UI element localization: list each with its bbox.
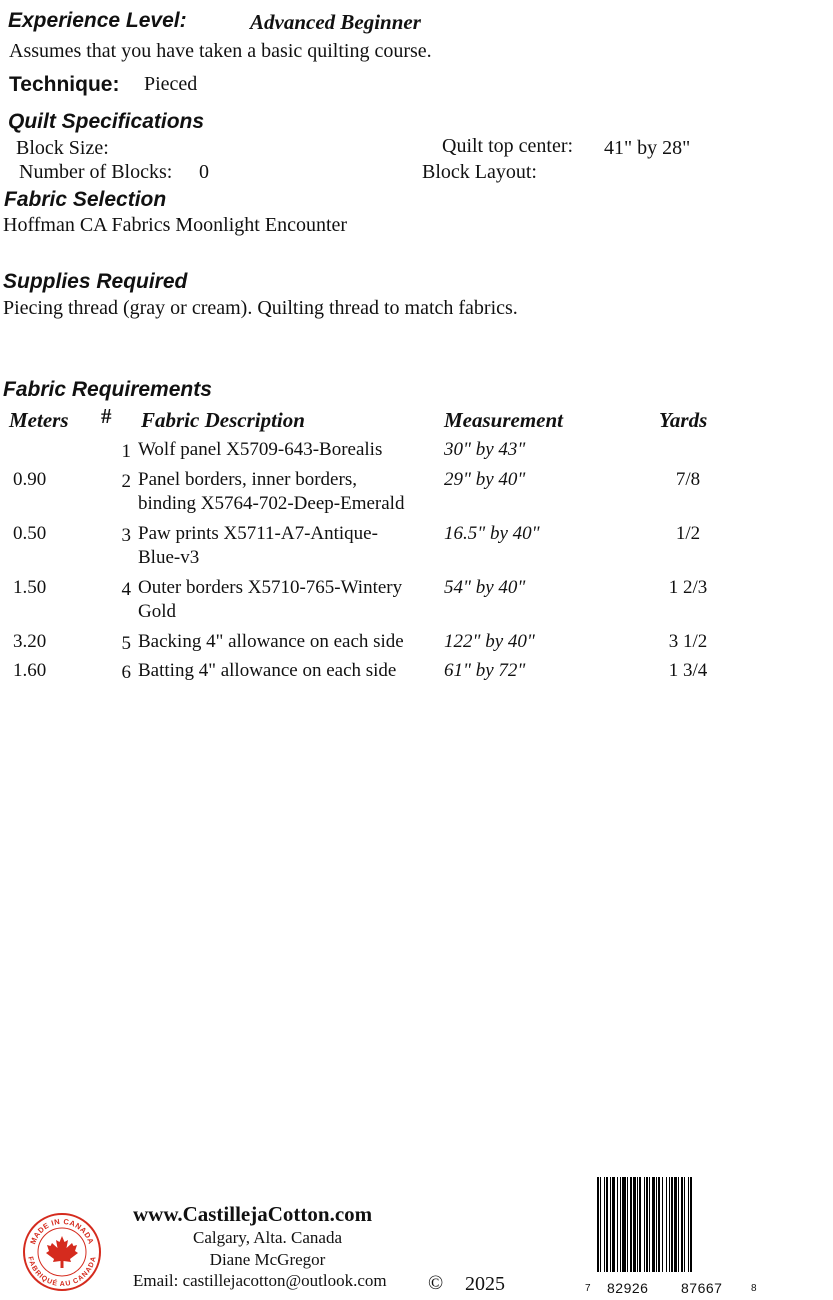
barcode-bar — [666, 1177, 667, 1272]
barcode-digit-last: 8 — [751, 1283, 757, 1294]
row-meters: 1.60 — [13, 660, 47, 681]
top-center-value: 41" by 28" — [604, 137, 691, 159]
fabric-selection-text: Hoffman CA Fabrics Moonlight Encounter — [3, 214, 348, 236]
footer-name: Diane McGregor — [209, 1250, 326, 1269]
experience-value: Advanced Beginner — [250, 10, 421, 34]
barcode-bar — [630, 1177, 632, 1272]
specs-heading: Quilt Specifications — [8, 110, 205, 133]
barcode-bar — [674, 1177, 677, 1272]
barcode-bar — [688, 1177, 689, 1272]
barcode-bar — [658, 1177, 660, 1272]
row-description-line1: Panel borders, inner borders, — [138, 469, 357, 490]
row-number: 4 — [121, 579, 131, 600]
barcode — [585, 1175, 760, 1300]
row-number: 6 — [121, 662, 131, 683]
footer-city: Calgary, Alta. Canada — [192, 1228, 342, 1247]
barcode-bar — [669, 1177, 670, 1272]
barcode-bar — [646, 1177, 648, 1272]
barcode-bar — [600, 1177, 601, 1272]
num-blocks-value: 0 — [199, 161, 209, 183]
top-center-label: Quilt top center: — [442, 135, 574, 157]
row-description-line1: Paw prints X5711-A7-Antique- — [138, 523, 378, 544]
row-description-line2: binding X5764-702-Deep-Emerald — [138, 493, 405, 514]
website-link[interactable]: www.CastillejaCotton.com — [133, 1202, 373, 1226]
copyright-year: 2025 — [465, 1273, 505, 1295]
copyright-icon: © — [428, 1272, 444, 1294]
row-description-line2: Blue-v3 — [138, 547, 200, 568]
barcode-bar — [678, 1177, 679, 1272]
supplies-heading: Supplies Required — [3, 270, 188, 293]
barcode-bar — [639, 1177, 641, 1272]
barcode-digit-first: 7 — [585, 1283, 591, 1294]
experience-label: Experience Level: — [8, 9, 187, 32]
barcode-bar — [644, 1177, 645, 1272]
row-description-line2: Gold — [138, 601, 176, 622]
col-header-yards: Yards — [659, 408, 708, 432]
barcode-bars — [597, 1177, 749, 1272]
row-yards: 1/2 — [675, 523, 701, 544]
row-measurement: 122" by 40" — [444, 631, 535, 652]
barcode-digits-left: 82926 — [607, 1280, 649, 1296]
col-header-meters: Meters — [9, 408, 69, 432]
barcode-bar — [649, 1177, 650, 1272]
row-measurement: 29" by 40" — [444, 469, 526, 490]
col-header-measurement: Measurement — [444, 408, 564, 432]
barcode-bar — [627, 1177, 628, 1272]
row-description-line1: Backing 4" allowance on each side — [138, 631, 404, 652]
svg-text:MADE IN CANADA: MADE IN CANADA — [28, 1216, 96, 1246]
experience-description: Assumes that you have taken a basic quilting course. — [9, 40, 432, 62]
supplies-text: Piecing thread (gray or cream). Quilting thread to match fabrics. — [3, 297, 518, 319]
barcode-bar — [681, 1177, 683, 1272]
row-measurement: 61" by 72" — [444, 660, 526, 681]
barcode-bar — [622, 1177, 626, 1272]
barcode-bar — [690, 1177, 692, 1272]
row-yards: 1 3/4 — [668, 660, 708, 681]
barcode-bar — [597, 1177, 599, 1272]
row-meters: 0.50 — [13, 523, 47, 544]
technique-label: Technique: — [9, 73, 120, 96]
row-number: 2 — [121, 471, 131, 492]
col-header-description: Fabric Description — [141, 408, 305, 432]
row-number: 5 — [121, 633, 131, 654]
barcode-bar — [617, 1177, 618, 1272]
technique-value: Pieced — [144, 73, 198, 95]
col-header-number: # — [101, 404, 112, 428]
block-size-label: Block Size: — [16, 137, 109, 159]
block-layout-label: Block Layout: — [422, 161, 537, 183]
barcode-bar — [671, 1177, 673, 1272]
barcode-bar — [612, 1177, 615, 1272]
barcode-bar — [604, 1177, 605, 1272]
requirements-heading: Fabric Requirements — [3, 378, 212, 401]
row-measurement: 16.5" by 40" — [444, 523, 540, 544]
row-measurement: 54" by 40" — [444, 577, 526, 598]
footer-email[interactable]: Email: castillejacotton@outlook.com — [133, 1271, 387, 1290]
row-measurement: 30" by 43" — [444, 439, 526, 460]
barcode-bar — [606, 1177, 608, 1272]
row-yards: 7/8 — [675, 469, 701, 490]
barcode-digits-right: 87667 — [681, 1280, 723, 1296]
barcode-bar — [620, 1177, 621, 1272]
row-meters: 1.50 — [13, 577, 47, 598]
row-description-line1: Wolf panel X5709-643-Borealis — [138, 439, 383, 460]
row-description-line1: Batting 4" allowance on each side — [138, 660, 397, 681]
barcode-bar — [637, 1177, 638, 1272]
barcode-bar — [656, 1177, 657, 1272]
barcode-bar — [684, 1177, 685, 1272]
barcode-bar — [633, 1177, 636, 1272]
row-yards: 1 2/3 — [668, 577, 708, 598]
barcode-bar — [662, 1177, 663, 1272]
row-description-line1: Outer borders X5710-765-Wintery — [138, 577, 403, 598]
row-number: 1 — [121, 441, 131, 462]
num-blocks-label: Number of Blocks: — [19, 161, 173, 183]
svg-text:FABRIQUÉ AU CANADA: FABRIQUÉ AU CANADA — [26, 1255, 98, 1289]
row-meters: 3.20 — [13, 631, 47, 652]
row-number: 3 — [121, 525, 131, 546]
fabric-selection-heading: Fabric Selection — [4, 188, 167, 211]
barcode-bar — [652, 1177, 655, 1272]
row-yards: 3 1/2 — [668, 631, 708, 652]
barcode-bar — [610, 1177, 611, 1272]
row-meters: 0.90 — [13, 469, 47, 490]
